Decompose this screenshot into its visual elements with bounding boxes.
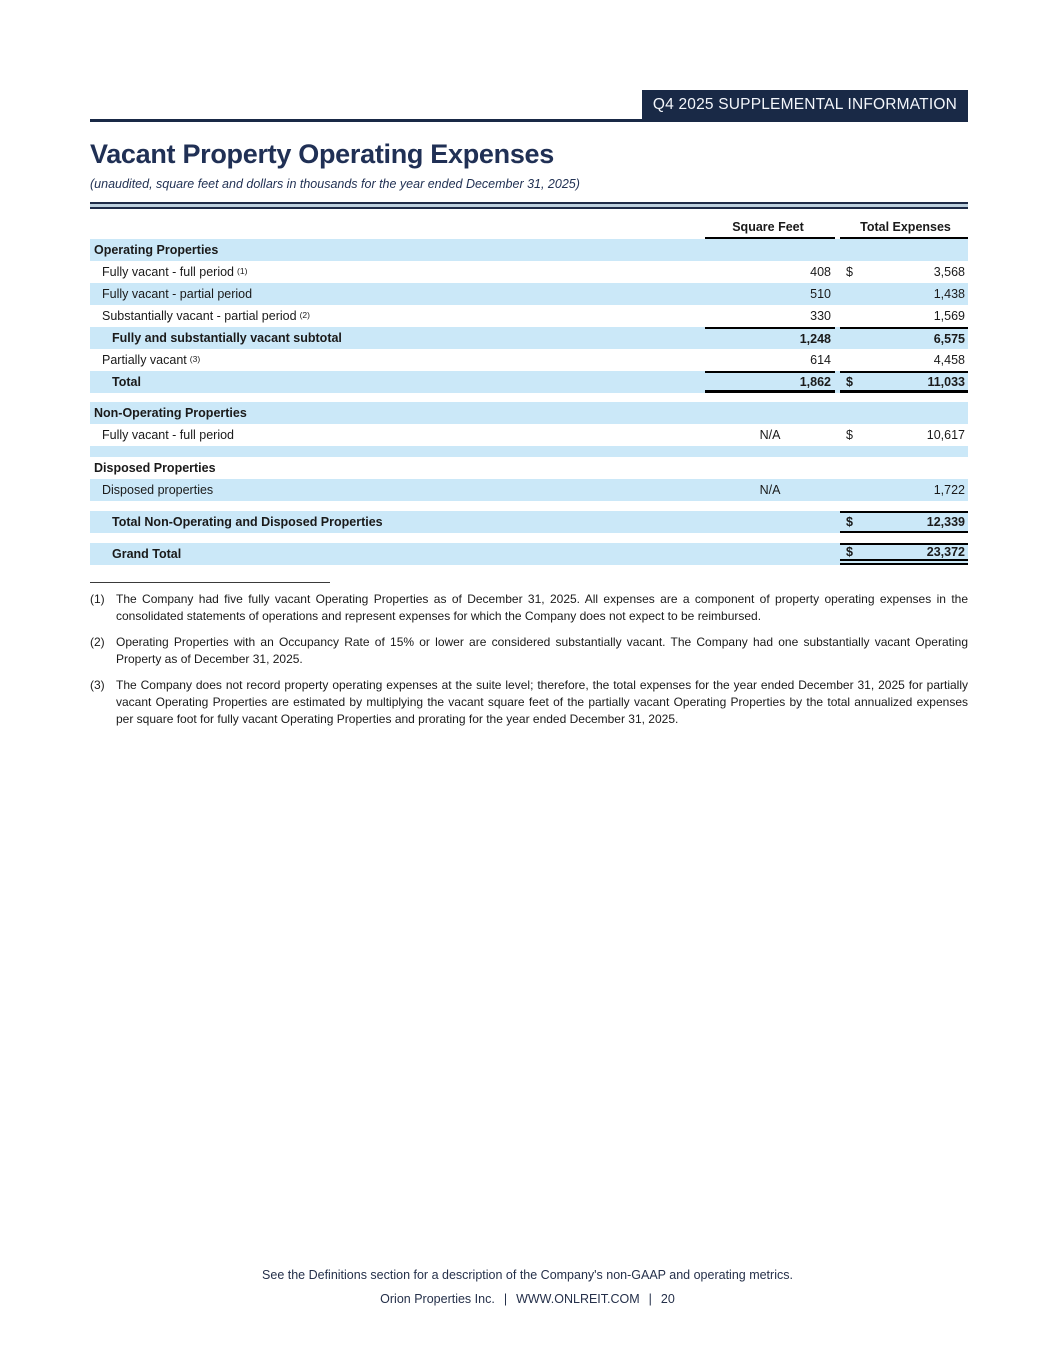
total-expenses-cell bbox=[840, 479, 968, 501]
footnote-reference: (3) bbox=[189, 354, 201, 364]
banner-row bbox=[90, 90, 968, 119]
row-label: Grand Total bbox=[112, 547, 182, 561]
expense-value: 4,458 bbox=[933, 353, 965, 367]
table-row bbox=[90, 305, 968, 327]
expense-table bbox=[90, 216, 968, 565]
table-row bbox=[90, 261, 968, 283]
table-spacer-row bbox=[90, 446, 968, 457]
expense-value: 6,575 bbox=[933, 332, 965, 346]
row-label: Fully and substantially vacant subtotal bbox=[112, 331, 342, 345]
expense-value: 11,033 bbox=[927, 374, 965, 389]
footnote-reference: (2) bbox=[299, 310, 310, 320]
total-expenses-cell bbox=[840, 457, 968, 479]
row-label: Non-Operating Properties bbox=[94, 406, 247, 420]
row-label: Operating Properties bbox=[94, 243, 219, 257]
expense-value: 1,438 bbox=[933, 287, 965, 301]
square-feet-value: 1,248 bbox=[705, 327, 835, 349]
footer-separator: | bbox=[503, 1292, 508, 1306]
footnote-text: The Company does not record property operating expenses at the suite level; therefore, the total expenses for the year ended December 31, 2025 for partially vacant Operating Properties are estimated by multiplying the vacant square feet of the partially vacant Operating Properties by the total annualized expenses per square foot for fully vacant Operating Properties and prorating for the year ended December 31, 2025. bbox=[116, 678, 968, 727]
square-feet-value bbox=[705, 239, 835, 261]
col-header-square-feet: Square Feet bbox=[705, 216, 835, 239]
table-body bbox=[90, 239, 968, 565]
table-row bbox=[90, 239, 968, 261]
total-expenses-cell bbox=[840, 511, 968, 533]
footnote bbox=[90, 677, 968, 728]
total-expenses-cell bbox=[840, 402, 968, 424]
square-feet-value bbox=[705, 402, 835, 424]
total-expenses-cell bbox=[840, 327, 968, 349]
row-label: Fully vacant - full period $^{(1)}$ bbox=[102, 265, 248, 279]
expense-value: 10,617 bbox=[926, 428, 965, 442]
footnote-marker: (2) bbox=[90, 635, 105, 650]
header-rule bbox=[90, 119, 968, 122]
dollar-sign: $ bbox=[846, 265, 853, 279]
total-expenses-cell bbox=[840, 305, 968, 327]
row-label: Disposed properties bbox=[102, 483, 214, 497]
col-header-spacer bbox=[90, 216, 705, 239]
square-feet-value bbox=[705, 457, 835, 479]
table-spacer-row bbox=[90, 501, 968, 511]
footer-separator: | bbox=[648, 1292, 652, 1306]
square-feet-value: N/A bbox=[759, 483, 781, 497]
total-expenses-cell bbox=[840, 543, 968, 565]
square-feet-value: 510 bbox=[810, 287, 831, 301]
supplemental-banner: Q4 2025 SUPPLEMENTAL INFORMATION bbox=[642, 90, 968, 119]
table-row bbox=[90, 349, 968, 371]
row-label: Fully vacant - full period bbox=[102, 428, 235, 442]
square-feet-value: 408 bbox=[810, 265, 831, 279]
footnote-marker: (1) bbox=[90, 592, 105, 606]
col-header-total-expenses: Total Expenses bbox=[840, 216, 968, 239]
row-label: Total bbox=[112, 375, 141, 389]
square-feet-value: N/A bbox=[759, 428, 781, 442]
total-expenses-cell bbox=[840, 371, 968, 393]
expense-value: 1,722 bbox=[933, 483, 965, 497]
total-expenses-cell bbox=[840, 261, 968, 283]
footnote bbox=[90, 634, 968, 668]
page-content bbox=[90, 0, 968, 737]
row-label: Substantially vacant - partial period $^{(2)}$ bbox=[102, 309, 310, 323]
footer-website: WWW.ONLREIT.COM bbox=[516, 1292, 640, 1306]
table-row bbox=[90, 371, 968, 393]
square-feet-value bbox=[705, 543, 835, 565]
table-row bbox=[90, 511, 968, 533]
expense-value: 12,339 bbox=[926, 515, 965, 529]
dollar-sign: $ bbox=[846, 374, 853, 389]
footnote-text: The Company had five fully vacant Operating Properties as of December 31, 2025. All expenses are a component of property operating expenses in the consolidated statements of operations and represent expenses for which the Company does not expect to be reimbursed. bbox=[116, 592, 968, 624]
total-expenses-cell bbox=[840, 283, 968, 305]
table-row bbox=[90, 402, 968, 424]
row-label: Total Non-Operating and Disposed Properties bbox=[112, 515, 383, 529]
table-row bbox=[90, 424, 968, 446]
table-row bbox=[90, 479, 968, 501]
square-feet-value: 330 bbox=[810, 309, 831, 323]
table-spacer-row bbox=[90, 533, 968, 543]
square-feet-value bbox=[705, 511, 835, 533]
footer-company: Orion Properties Inc. bbox=[380, 1292, 495, 1306]
footnote-rule bbox=[90, 582, 330, 583]
footnote-reference: (1) bbox=[237, 266, 248, 276]
dollar-sign: $ bbox=[846, 545, 853, 559]
total-expenses-cell bbox=[840, 349, 968, 371]
table-header-row bbox=[90, 216, 968, 239]
page-subtitle: (unaudited, square feet and dollars in thousands for the year ended December 31, 2025) bbox=[90, 177, 580, 191]
dollar-sign: $ bbox=[846, 428, 853, 442]
row-label: Disposed Properties bbox=[94, 461, 216, 475]
total-expenses-cell bbox=[840, 239, 968, 261]
table-row bbox=[90, 283, 968, 305]
footnote-marker: (3) bbox=[90, 678, 105, 693]
table-row bbox=[90, 457, 968, 479]
row-label: Partially vacant $^{(3)}$ bbox=[102, 353, 201, 367]
square-feet-value: 614 bbox=[810, 353, 831, 367]
footer-definitions-note: See the Definitions section for a description of the Company's non-GAAP and operating metrics. bbox=[262, 1268, 793, 1282]
expense-value: 3,568 bbox=[933, 265, 965, 279]
row-label: Fully vacant - partial period bbox=[102, 287, 253, 301]
expense-value: 23,372 bbox=[926, 545, 965, 559]
table-row bbox=[90, 327, 968, 349]
footnote bbox=[90, 591, 968, 625]
footnote-text: Operating Properties with an Occupancy Rate of 15% or lower are considered substantially vacant. The Company had one substantially vacant Operating Property as of December 31, 2025. bbox=[116, 635, 968, 667]
footnotes bbox=[90, 591, 968, 728]
expense-value: 1,569 bbox=[933, 309, 965, 323]
footer-page-number: 20 bbox=[660, 1292, 675, 1306]
table-row bbox=[90, 543, 968, 565]
table-spacer-row bbox=[90, 393, 968, 402]
footer-line bbox=[0, 1292, 1055, 1306]
total-expenses-cell bbox=[840, 424, 968, 446]
square-feet-value: 1,862 bbox=[705, 371, 835, 393]
dollar-sign: $ bbox=[846, 515, 853, 529]
section-divider-bar bbox=[90, 202, 968, 209]
page-title: Vacant Property Operating Expenses bbox=[90, 139, 554, 169]
